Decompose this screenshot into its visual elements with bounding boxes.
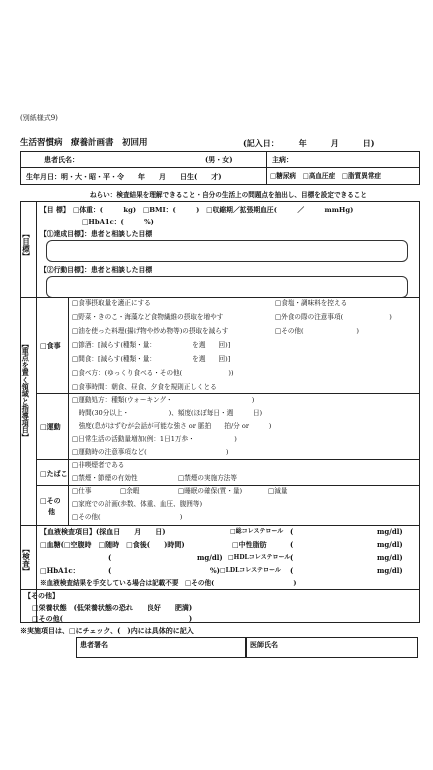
tobacco-item-2[interactable]: □禁煙・節煙の有効性 [72,474,138,482]
hdl-unit: mg/dl) [377,553,403,562]
diet-item-2[interactable]: □野菜・きのこ・海藻など食物繊維の摂取を増やす [72,313,224,321]
glucose-unit: mg/dl) [197,553,223,562]
ldl-unit: mg/dl) [377,566,403,575]
diet-checkbox[interactable]: □食事 [40,341,61,350]
footer-instruction: ※実施項目は、□にチェック、( )内には具体的に記入 [20,626,194,635]
achievement-goal-label: 【①達成目標】：患者と相談した目標 [40,230,153,238]
birth-date-label[interactable]: 生年月日：明・大・昭・平・令 年 月 日生( 才) [26,172,222,181]
glucose-open: ( [108,553,112,562]
diet-right-item-3[interactable]: □その他( ) [275,327,359,335]
aim-text: ねらい：検査結果を理解できること・自分の生活上の問題点を抽出し、目標を設定できること [90,191,367,199]
total-chol-open: ( [290,527,294,536]
glucose-line[interactable]: □血糖(□空腹時 □随時 □食後( )時間) [40,540,185,549]
other-lifestyle-checkbox[interactable]: □その [40,496,61,505]
tobacco-checkbox[interactable]: □たばこ [40,469,68,478]
other-item-misc[interactable]: □その他( ) [72,513,183,521]
sex-label[interactable]: (男・女) [205,155,233,164]
tg-unit: mg/dl) [377,540,403,549]
patient-name-label[interactable]: 患者氏名： [44,155,79,164]
exercise-item-1[interactable]: □運動処方：種類(ウォーキング・ ) [72,396,255,404]
triglyceride[interactable]: □中性脂肪 [232,540,267,549]
tobacco-item-1[interactable]: □非喫煙者である [72,461,125,469]
diet-item-1[interactable]: □食事摂取量を適正にする [72,299,151,307]
hba1c-unit: %) [210,566,220,575]
disease-checkboxes[interactable]: □糖尿病 □高血圧症 □脂質異常症 [270,172,382,180]
exercise-item-5[interactable]: □運動時の注意事項など( ) [72,448,229,456]
ldl-cholesterol[interactable]: □LDLコレステロール [220,567,281,574]
other-note-field[interactable]: □その他( ) [32,614,193,623]
nutrition-status[interactable]: □栄養状態 (低栄養状態の恐れ 良好 肥満) [32,603,193,612]
main-disease-label: 主病： [272,155,293,164]
exercise-checkbox[interactable]: □運動 [40,422,61,431]
other-item-leisure[interactable]: □余暇 [120,487,140,495]
other-item-work[interactable]: □仕事 [72,487,92,495]
diet-item-5[interactable]: □間食：[減らす(種類・量： を週 回)] [72,355,231,363]
goals-row-1[interactable]: 【目 標】 □体重：( kg) □BMI：( ) □収縮期／拡張期血圧( ／ mmHg) [40,206,354,214]
tobacco-item-3[interactable]: □禁煙の実施方法等 [178,474,237,482]
diet-right-item-2[interactable]: □外食の際の注意事項( ) [275,313,392,321]
exam-side-label: 【検査】 [21,545,31,575]
other-section-title: 【その他】 [24,591,59,600]
diet-item-6[interactable]: □食べ方：(ゆっくり食べる・その他( )) [72,369,234,377]
action-goal-label: 【②行動目標】：患者と相談した目標 [40,266,153,274]
other-item-home-plan[interactable]: □家庭での計画(歩数、体重、血圧、腹囲等) [72,500,203,508]
doctor-name-label: 医師氏名 [250,640,278,649]
hdl-cholesterol[interactable]: □HDLコレステロール [228,554,291,561]
exercise-item-3[interactable]: 強度(息がはずむが会話が可能な強さ or 脈拍 拍/分 or ) [72,422,272,430]
hba1c-exam[interactable]: □HbA1c： [40,566,80,575]
other-item-weight-loss[interactable]: □減量 [268,487,288,495]
hba1c-open: ( [108,566,112,575]
ldl-open: ( [290,566,294,575]
diet-item-3[interactable]: □油を使った料理(揚げ物や炒め物等)の摂取を減らす [72,327,229,335]
hdl-open: ( [290,553,294,562]
other-item-sleep[interactable]: □睡眠の確保(質・量) [178,487,243,495]
exercise-item-4[interactable]: □日常生活の活動量増加(例：1日1万歩・ ) [72,435,237,443]
total-cholesterol[interactable]: □総コレステロール [230,528,284,535]
blood-test-title[interactable]: 【血液検査項目】(採血日 月 日) [40,527,166,536]
other-lifestyle-label: 他 [48,507,55,516]
patient-signature-label: 患者署名 [80,640,108,649]
diet-item-7[interactable]: □食事時間：朝食、昼食、夕食を規則正しくとる [72,383,217,391]
action-goal-field[interactable] [46,276,408,298]
diet-item-4[interactable]: □節酒：[減らす(種類・量： を週 回)] [72,341,231,349]
blood-test-note[interactable]: ※血液検査結果を手交している場合は記載不要 □その他( ) [40,579,297,587]
total-chol-unit: mg/dl) [377,527,403,536]
goals-side-label: 【目標】 [21,230,31,260]
achievement-goal-field[interactable] [46,240,408,262]
hba1c-goal[interactable]: □HbA1c：( %) [82,218,154,226]
date-entry[interactable]: (記入日： 年 月 日) [243,138,375,148]
diet-right-item-1[interactable]: □食塩・調味料を控える [275,299,348,307]
exercise-item-2[interactable]: 時間(30分以上・ )、頻度(ほぼ毎日・週 日) [72,409,263,417]
tg-open: ( [290,540,294,549]
form-title: 生活習慣病 療養計画書 初回用 [20,138,148,148]
form-number: (別紙様式9) [20,114,58,122]
focus-side-label: 【重点を置く領域と指導項目】 [21,340,31,441]
